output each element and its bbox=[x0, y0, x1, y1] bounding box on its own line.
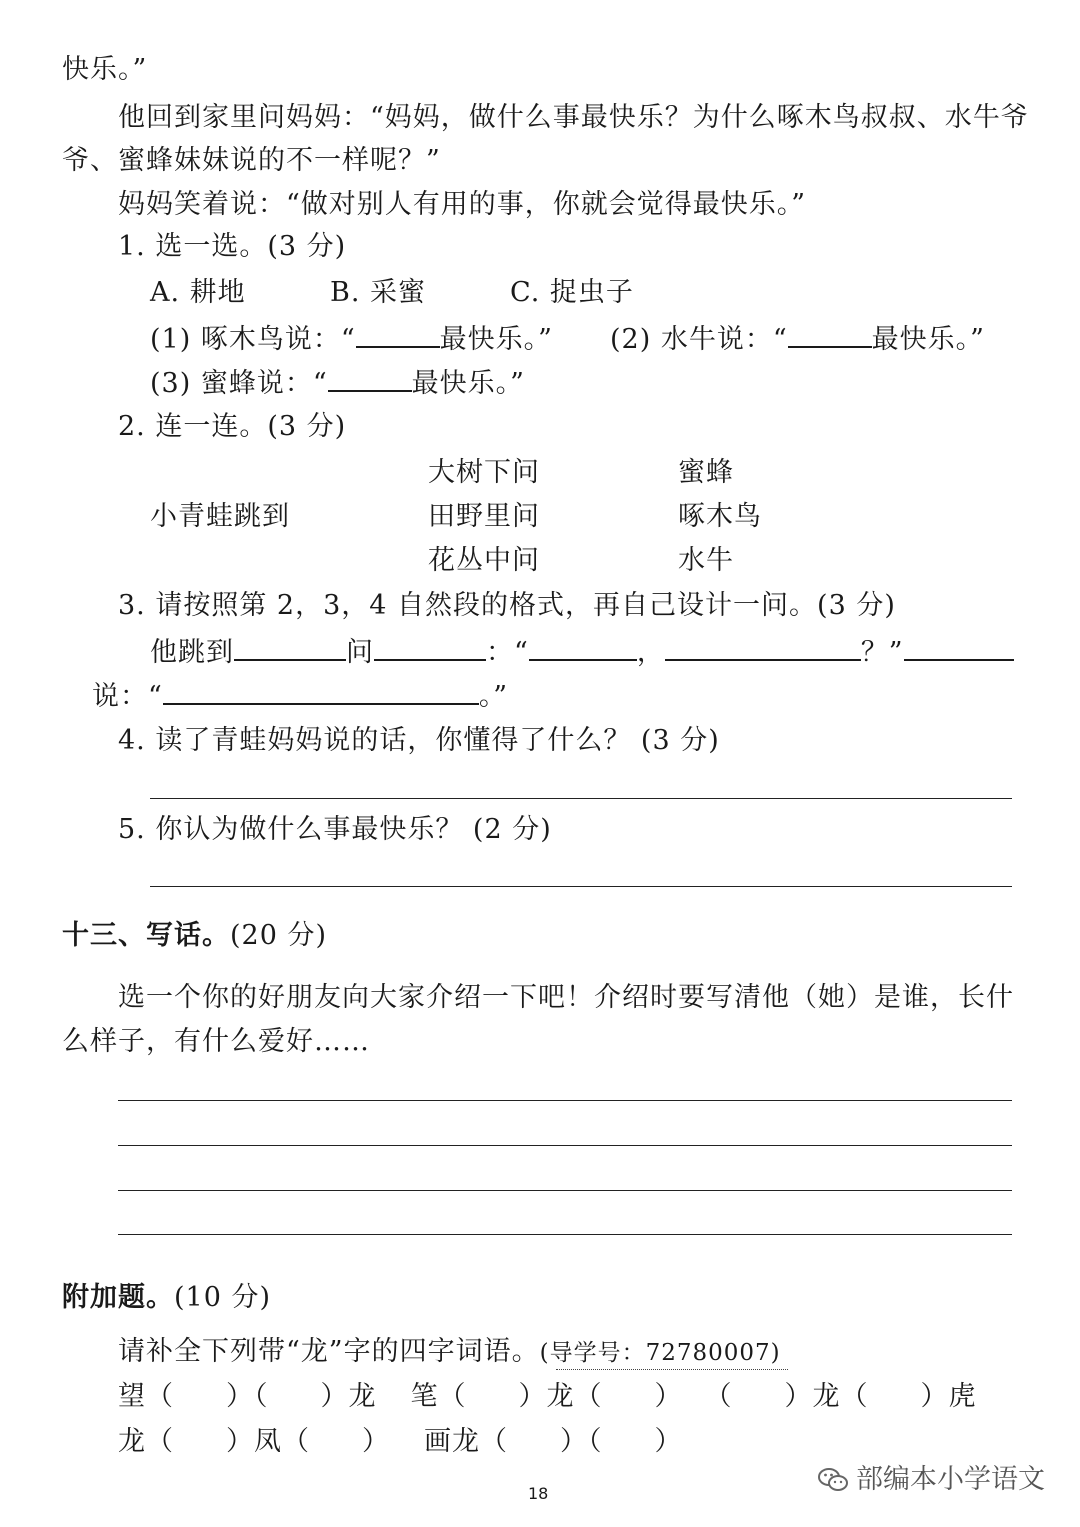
q5-answer-line[interactable] bbox=[150, 886, 1012, 887]
writing-line-3[interactable] bbox=[118, 1190, 1012, 1191]
writing-line-4[interactable] bbox=[118, 1234, 1012, 1235]
story-line-4: 妈妈笑着说：“做对别人有用的事，你就会觉得最快乐。” bbox=[118, 189, 807, 220]
q2-middle-item-1[interactable]: 大树下问 bbox=[428, 457, 540, 488]
q2-left-item[interactable]: 小青蛙跳到 bbox=[150, 501, 290, 532]
bonus-r2-t5: ） bbox=[654, 1426, 683, 1457]
q3-blank-answer[interactable] bbox=[163, 677, 479, 705]
q2-middle-item-3[interactable]: 花丛中问 bbox=[428, 545, 540, 576]
bonus-r1-t1: ）（ bbox=[226, 1381, 269, 1412]
bonus-r2-t1: ）凤（ bbox=[226, 1426, 310, 1457]
q3-blank-answerer[interactable] bbox=[904, 633, 1014, 661]
bonus-instruction: 请补全下列带“龙”字的四字词语。 bbox=[118, 1336, 540, 1367]
guide-number-underline bbox=[556, 1369, 788, 1370]
bonus-r1-t2: ）龙 bbox=[320, 1381, 377, 1412]
q1-sentence-2 bbox=[610, 320, 985, 358]
bonus-r1-t5: ） bbox=[654, 1381, 683, 1412]
bonus-r2-t0: 龙（ bbox=[118, 1426, 174, 1457]
bonus-title: 附加题。 bbox=[62, 1282, 174, 1313]
section-13-prompt-1: 选一个你的好朋友向大家介绍一下吧！介绍时要写清他（她）是谁，长什 bbox=[118, 982, 1014, 1013]
bonus-r2-t3: 画龙（ bbox=[424, 1426, 508, 1457]
q3-text-4: ， bbox=[636, 637, 665, 668]
bonus-r1-t4: ）龙（ bbox=[518, 1381, 603, 1412]
writing-line-1[interactable] bbox=[118, 1100, 1012, 1101]
bonus-instruction-line bbox=[118, 1334, 781, 1371]
q1-s1-suffix: 最快乐。” bbox=[439, 324, 553, 355]
bonus-r1-t7: ）龙（ bbox=[784, 1381, 869, 1412]
q5-title: 5. 你认为做什么事最快乐？ (2 分) bbox=[118, 814, 552, 845]
q3-line-2 bbox=[92, 677, 508, 715]
q2-right-item-3[interactable]: 水牛 bbox=[678, 545, 734, 576]
q2-middle-item-2[interactable]: 田野里问 bbox=[428, 501, 540, 532]
q3-title: 3. 请按照第 2，3，4 自然段的格式，再自己设计一问。(3 分) bbox=[118, 590, 896, 621]
bonus-score: (10 分) bbox=[174, 1282, 272, 1313]
q1-s2-blank[interactable] bbox=[788, 320, 872, 348]
q1-s1-blank[interactable] bbox=[356, 320, 440, 348]
bonus-guide-number: (导学号：72780007) bbox=[539, 1340, 781, 1366]
page-number: 18 bbox=[528, 1484, 549, 1503]
bonus-r1-t6: （ bbox=[704, 1381, 733, 1412]
section-13-heading bbox=[62, 918, 327, 954]
wechat-icon bbox=[818, 1467, 848, 1493]
section-13-prompt-2: 么样子，有什么爱好…… bbox=[62, 1026, 370, 1057]
bonus-row-1 bbox=[118, 1379, 977, 1415]
story-line-3: 爷、蜜蜂妹妹说的不一样呢？” bbox=[62, 145, 441, 176]
bonus-r1-t3: 笔（ bbox=[410, 1381, 467, 1412]
q2-right-item-1[interactable]: 蜜蜂 bbox=[678, 457, 734, 488]
bonus-r1-t8: ）虎 bbox=[920, 1381, 977, 1412]
q1-s1-prefix: (1) 啄木鸟说：“ bbox=[150, 324, 356, 355]
story-line-2: 他回到家里问妈妈：“妈妈，做什么事最快乐？为什么啄木鸟叔叔、水牛爷 bbox=[118, 102, 1029, 133]
q4-answer-line[interactable] bbox=[150, 798, 1012, 799]
q1-s3-suffix: 最快乐。” bbox=[411, 368, 525, 399]
writing-line-2[interactable] bbox=[118, 1145, 1012, 1146]
bonus-heading bbox=[62, 1280, 271, 1316]
section-13-title: 十三、写话。 bbox=[62, 920, 230, 951]
q3-blank-question[interactable] bbox=[665, 633, 861, 661]
q1-s3-prefix: (3) 蜜蜂说：“ bbox=[150, 368, 328, 399]
story-line-1: 快乐。” bbox=[62, 54, 148, 85]
q3-text-6: 说：“ bbox=[92, 681, 163, 712]
q3-text-3: ：“ bbox=[486, 637, 529, 668]
bonus-row-2 bbox=[118, 1424, 683, 1460]
watermark bbox=[818, 1462, 1045, 1498]
q3-blank-greeting[interactable] bbox=[529, 633, 637, 661]
q2-right-item-2[interactable]: 啄木鸟 bbox=[678, 501, 762, 532]
q1-s2-suffix: 最快乐。” bbox=[871, 324, 985, 355]
q2-title: 2. 连一连。(3 分) bbox=[118, 411, 347, 442]
q3-blank-who[interactable] bbox=[374, 633, 486, 661]
q3-text-7: 。” bbox=[478, 681, 509, 712]
bonus-r2-t4: ）（ bbox=[560, 1426, 603, 1457]
q1-sentence-1 bbox=[150, 320, 553, 358]
q4-title: 4. 读了青蛙妈妈说的话，你懂得了什么？ (3 分) bbox=[118, 725, 720, 756]
q1-option-b: B. 采蜜 bbox=[330, 277, 427, 308]
q1-option-c: C. 捉虫子 bbox=[510, 277, 634, 308]
q1-title: 1. 选一选。(3 分) bbox=[118, 231, 347, 262]
watermark-text: 部编本小学语文 bbox=[856, 1464, 1045, 1495]
bonus-r2-t2: ） bbox=[362, 1426, 390, 1457]
q3-text-2: 问 bbox=[346, 637, 374, 668]
q1-s3-blank[interactable] bbox=[328, 364, 412, 392]
q1-s2-prefix: (2) 水牛说：“ bbox=[610, 324, 788, 355]
bonus-r1-t0: 望（ bbox=[118, 1381, 174, 1412]
q3-line-1 bbox=[150, 633, 1014, 671]
q3-blank-place[interactable] bbox=[234, 633, 346, 661]
q3-text-5: ？” bbox=[860, 637, 904, 668]
section-13-score: (20 分) bbox=[230, 920, 328, 951]
q1-sentence-3 bbox=[150, 364, 525, 402]
q1-option-a: A. 耕地 bbox=[150, 277, 246, 308]
q3-text-1: 他跳到 bbox=[150, 637, 234, 668]
